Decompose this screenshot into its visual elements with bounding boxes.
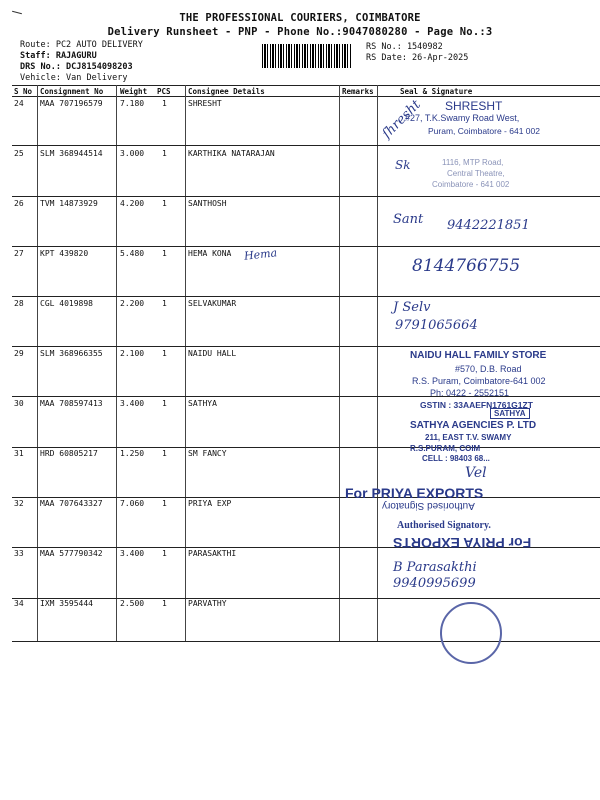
priya-signatory-mirrored: Authorised Signatory [382, 500, 475, 511]
row-divider [12, 196, 600, 197]
cell-sno: 24 [14, 99, 24, 108]
naidu-hall-seal-road: #570, D.B. Road [455, 364, 522, 374]
cell-weight: 4.200 [120, 199, 145, 208]
cell-consignment-no: MAA 707196579 [40, 99, 103, 108]
sathya-seal-city: R.S.PURAM, COIM [410, 444, 481, 453]
cell-sno: 25 [14, 149, 24, 158]
col-header-consignee: Consignee Details [188, 87, 265, 96]
company-title: THE PROFESSIONAL COURIERS, COIMBATORE [179, 12, 421, 24]
drs-label: DRS No.: DCJ8154098203 [20, 62, 133, 72]
cell-sno: 29 [14, 349, 24, 358]
col-header-consignment: Consignment No [40, 87, 104, 96]
naidu-hall-seal-phone: Ph: 0422 - 2552151 [430, 388, 510, 398]
cell-weight: 3.400 [120, 399, 145, 408]
parasakthi-signature: B Parasakthi [393, 560, 477, 575]
row-divider [12, 145, 600, 146]
selvakumar-signature: J Selv [393, 300, 431, 315]
col-header-sno: S No [14, 87, 33, 96]
cell-consignee: SHRESHT [188, 99, 222, 108]
cell-consignment-no: SLM 368944514 [40, 149, 103, 158]
cell-weight: 7.060 [120, 499, 145, 508]
cell-consignment-no: KPT 439820 [40, 249, 89, 258]
cell-pcs: 1 [162, 299, 167, 308]
runsheet-subtitle: Delivery Runsheet - PNP - Phone No.:9047080280 - Page No.:3 [107, 26, 493, 38]
cell-weight: 2.100 [120, 349, 145, 358]
cell-weight: 3.400 [120, 549, 145, 558]
shresht-seal-name: SHRESHT [445, 99, 503, 113]
cell-consignee: PRIYA EXP [188, 499, 232, 508]
cell-consignee: SM FANCY [188, 449, 227, 458]
cell-weight: 1.250 [120, 449, 145, 458]
cell-consignee: KARTHIKA NATARAJAN [188, 149, 275, 158]
cell-pcs: 1 [162, 599, 167, 608]
route-label: Route: PC2 AUTO DELIVERY [20, 40, 143, 50]
santhosh-phone: 9442221851 [447, 218, 530, 233]
cell-consignment-no: IXM 3595444 [40, 599, 93, 608]
cell-sno: 33 [14, 549, 24, 558]
sathya-seal-name: SATHYA AGENCIES P. LTD [410, 420, 537, 431]
row-divider [12, 296, 600, 297]
cell-sno: 32 [14, 499, 24, 508]
shresht-seal-address: #27, T.K.Swamy Road West, [405, 113, 520, 123]
cell-consignment-no: MAA 577790342 [40, 549, 103, 558]
cell-pcs: 1 [162, 549, 167, 558]
cell-pcs: 1 [162, 99, 167, 108]
shresht-signature: ſhresht [379, 97, 424, 142]
cell-consignee: SELVAKUMAR [188, 299, 237, 308]
row-divider [12, 598, 600, 599]
cell-pcs: 1 [162, 199, 167, 208]
priya-exports-stamp-inverted: For PRIYA EXPORTS [393, 535, 532, 551]
column-divider [185, 85, 186, 641]
cell-consignment-no: MAA 708597413 [40, 399, 103, 408]
cell-consignee: PARVATHY [188, 599, 227, 608]
row-divider [12, 641, 600, 642]
cell-weight: 7.180 [120, 99, 145, 108]
cell-weight: 2.500 [120, 599, 145, 608]
hema-phone: 8144766755 [412, 256, 521, 276]
cell-consignee: SATHYA [188, 399, 217, 408]
sathya-seal-tag: SATHYA [490, 408, 530, 419]
cell-sno: 34 [14, 599, 24, 608]
priya-signatory: Authorised Signatory. [397, 520, 491, 531]
row-divider [12, 346, 600, 347]
row-divider [12, 396, 600, 397]
sathya-seal-street: 211, EAST T.V. SWAMY [425, 433, 512, 442]
shresht-seal-city: Puram, Coimbatore - 641 002 [428, 126, 540, 136]
row-divider [12, 246, 600, 247]
cell-consignee: PARASAKTHI [188, 549, 237, 558]
cell-pcs: 1 [162, 249, 167, 258]
rs-number: RS No.: 1540982 [366, 42, 443, 52]
selvakumar-phone: 9791065664 [395, 318, 478, 333]
cell-consignee: SANTHOSH [188, 199, 227, 208]
naidu-hall-seal-name: NAIDU HALL FAMILY STORE [410, 350, 547, 361]
priya-exports-stamp: For PRIYA EXPORTS [345, 485, 484, 501]
column-divider [116, 85, 117, 641]
cell-pcs: 1 [162, 149, 167, 158]
cell-consignment-no: HRD 60805217 [40, 449, 98, 458]
cell-weight: 2.200 [120, 299, 145, 308]
cell-consignee: NAIDU HALL [188, 349, 237, 358]
cell-consignee: HEMA KONA [188, 249, 232, 258]
naidu-hall-seal-city: R.S. Puram, Coimbatore-641 002 [412, 376, 546, 386]
karthika-seal-line2: Central Theatre, [447, 169, 505, 178]
karthika-signature: Sk [395, 158, 411, 172]
cell-weight: 5.480 [120, 249, 145, 258]
cell-consignment-no: MAA 707643327 [40, 499, 103, 508]
col-header-weight: Weight [120, 87, 148, 96]
cell-pcs: 1 [162, 349, 167, 358]
header-bottom-border [12, 96, 600, 97]
sathya-seal-cell: CELL : 98403 68... [422, 454, 490, 463]
vehicle-label: Vehicle: Van Delivery [20, 73, 128, 83]
cell-weight: 3.000 [120, 149, 145, 158]
cell-sno: 28 [14, 299, 24, 308]
col-header-remarks: Remarks [342, 87, 374, 96]
cell-sno: 27 [14, 249, 24, 258]
cell-consignment-no: TVM 14873929 [40, 199, 98, 208]
cell-sno: 26 [14, 199, 24, 208]
row-divider [12, 447, 600, 448]
col-header-pcs: PCS [157, 87, 171, 96]
cell-pcs: 1 [162, 449, 167, 458]
cell-consignment-no: CGL 4019898 [40, 299, 93, 308]
round-seal [440, 602, 502, 664]
staff-label: Staff: RAJAGURU [20, 51, 97, 61]
cell-consignment-no: SLM 368966355 [40, 349, 103, 358]
column-divider [377, 85, 378, 641]
col-header-seal: Seal & Signature [400, 87, 473, 96]
cell-pcs: 1 [162, 399, 167, 408]
column-divider [37, 85, 38, 641]
santhosh-signature: Sant [393, 212, 424, 227]
smfancy-signature: Vel [465, 465, 487, 481]
cell-pcs: 1 [162, 499, 167, 508]
parasakthi-phone: 9940995699 [393, 576, 476, 591]
cell-sno: 30 [14, 399, 24, 408]
column-divider [339, 85, 340, 641]
naidu-hall-seal-gstin: GSTIN : 33AAEFN1761G1ZT [420, 400, 533, 410]
table-top-border [12, 85, 600, 86]
hema-signature: Hema [243, 246, 278, 263]
barcode [262, 44, 352, 68]
karthika-seal-line1: 1116, MTP Road, [442, 158, 504, 167]
cell-sno: 31 [14, 449, 24, 458]
rs-date: RS Date: 26-Apr-2025 [366, 53, 469, 63]
karthika-seal-line3: Coimbatore - 641 002 [432, 180, 510, 189]
row-divider [12, 497, 600, 498]
